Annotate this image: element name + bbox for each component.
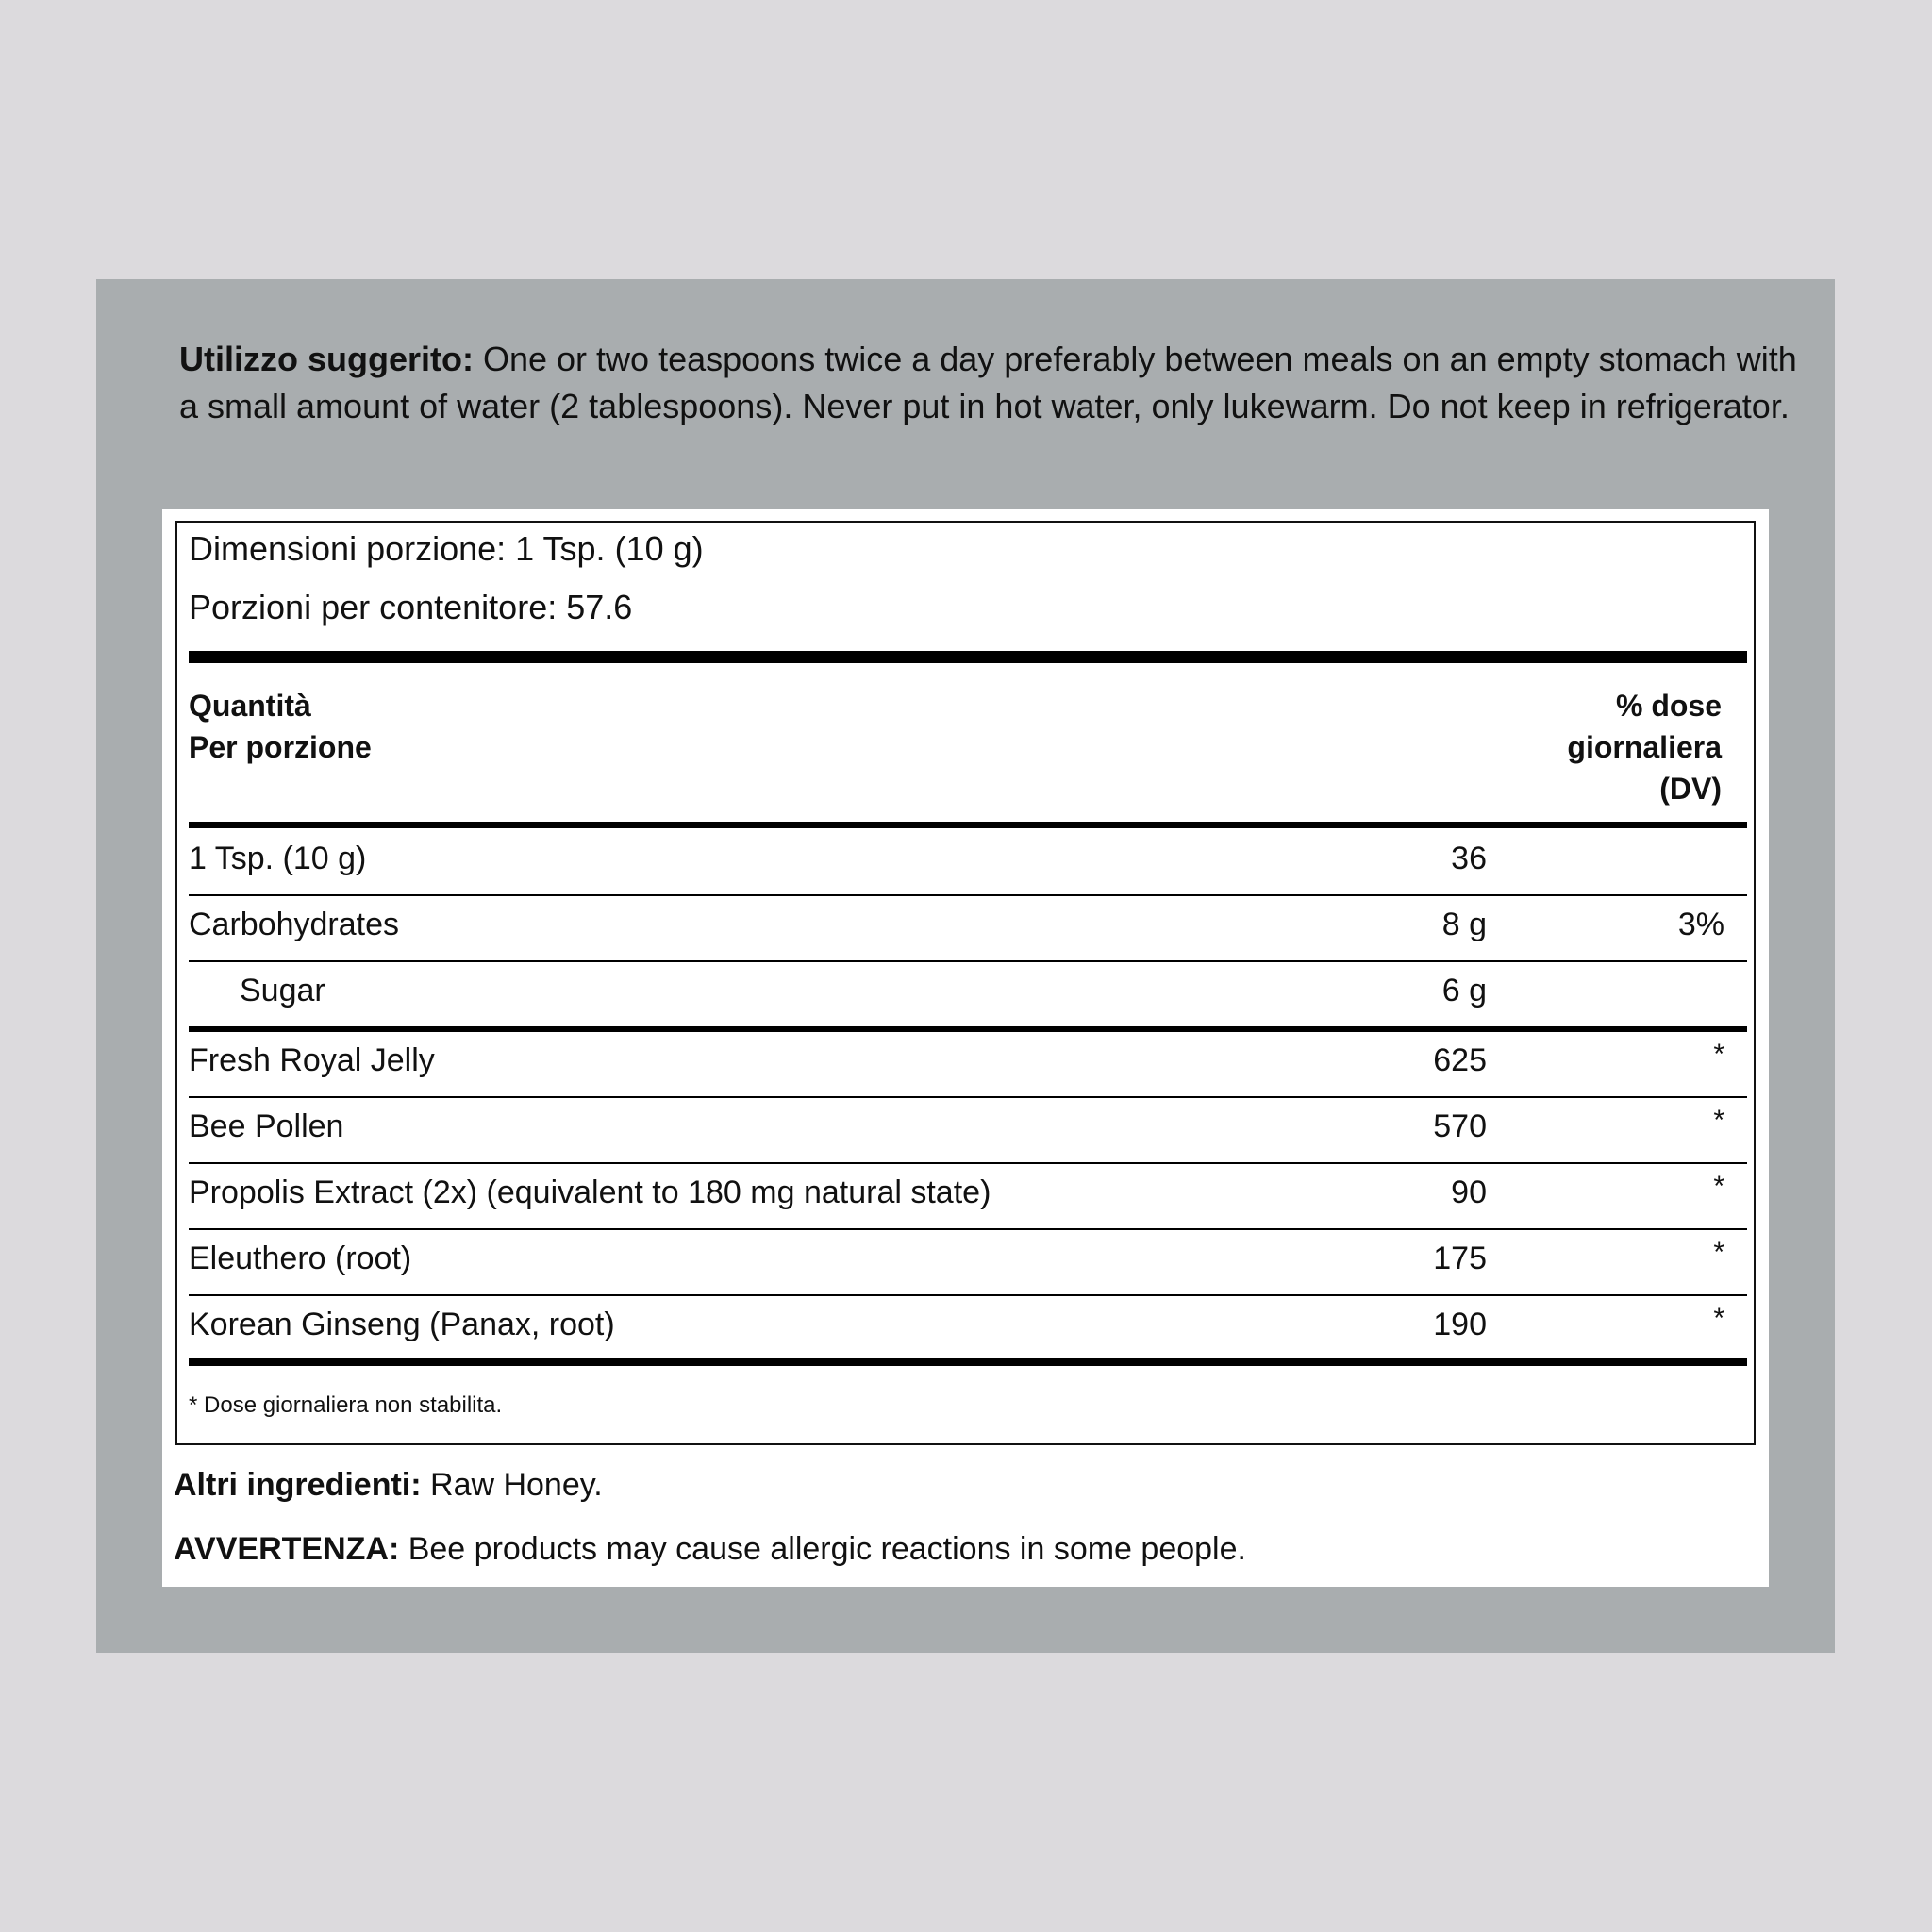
row-name: Carbohydrates [189,907,400,942]
facts-row [189,894,1747,960]
row-name: Fresh Royal Jelly [189,1042,435,1078]
row-dv: 3% [1677,907,1724,942]
facts-row [189,1162,1747,1228]
other-ingredients-text: Raw Honey. [421,1467,603,1503]
row-dv: * [1713,1303,1724,1334]
amount-header [189,685,372,768]
row-name: Bee Pollen [189,1108,344,1144]
facts-row [189,828,1747,894]
facts-row [189,1030,1747,1096]
thick-divider-top [189,651,1747,663]
daily-value-header-line2: giornaliera [1567,730,1722,764]
row-amount: 6 g [1441,973,1487,1008]
warning [174,1528,1246,1570]
row-amount: 90 [1451,1174,1487,1210]
label-panel [96,279,1835,1653]
row-dv: * [1713,1039,1724,1070]
row-name: Eleuthero (root) [189,1241,412,1276]
daily-value-header [1495,685,1722,809]
daily-value-header-line3: (DV) [1659,772,1722,806]
suggested-use [179,336,1802,430]
row-dv: * [1713,1237,1724,1268]
row-amount: 625 [1433,1042,1487,1078]
row-amount: 8 g [1441,907,1487,942]
facts-row [189,960,1747,1026]
supplement-facts-box [175,521,1756,1445]
row-name: Sugar [240,973,325,1008]
servings-per-container: Porzioni per contenitore: 57.6 [189,588,633,626]
daily-value-header-line1: % dose [1615,689,1722,723]
footnote: * Dose giornaliera non stabilita. [189,1392,503,1418]
row-name: 1 Tsp. (10 g) [189,841,367,876]
facts-row [189,1294,1747,1360]
amount-header-line2: Per porzione [189,730,372,764]
info-card [162,509,1769,1587]
row-name: Propolis Extract (2x) (equivalent to 180 mg natural state) [189,1174,991,1210]
warning-text: Bee products may cause allergic reactions in some people. [399,1531,1246,1567]
facts-row [189,1096,1747,1162]
suggested-use-label: Utilizzo suggerito: [179,340,474,378]
row-amount: 570 [1433,1108,1487,1144]
row-dv: * [1713,1171,1724,1202]
row-amount: 36 [1451,841,1487,876]
row-name: Korean Ginseng (Panax, root) [189,1307,615,1342]
warning-label: AVVERTENZA: [174,1531,400,1567]
facts-row [189,1228,1747,1294]
row-amount: 175 [1433,1241,1487,1276]
row-dv: * [1713,1105,1724,1136]
amount-header-line1: Quantità [189,689,311,723]
serving-size: Dimensioni porzione: 1 Tsp. (10 g) [189,529,704,568]
medium-divider-bottom [189,1358,1747,1366]
suggested-use-text: One or two teaspoons twice a day preferably between meals on an empty stomach with a small amount of water (2 tablespoons). Never put in hot water, only lukewarm. Do not keep in refrigerator. [179,340,1797,425]
medium-divider-header [189,822,1747,828]
other-ingredients-label: Altri ingredienti: [174,1467,422,1503]
other-ingredients [174,1464,603,1506]
row-amount: 190 [1433,1307,1487,1342]
